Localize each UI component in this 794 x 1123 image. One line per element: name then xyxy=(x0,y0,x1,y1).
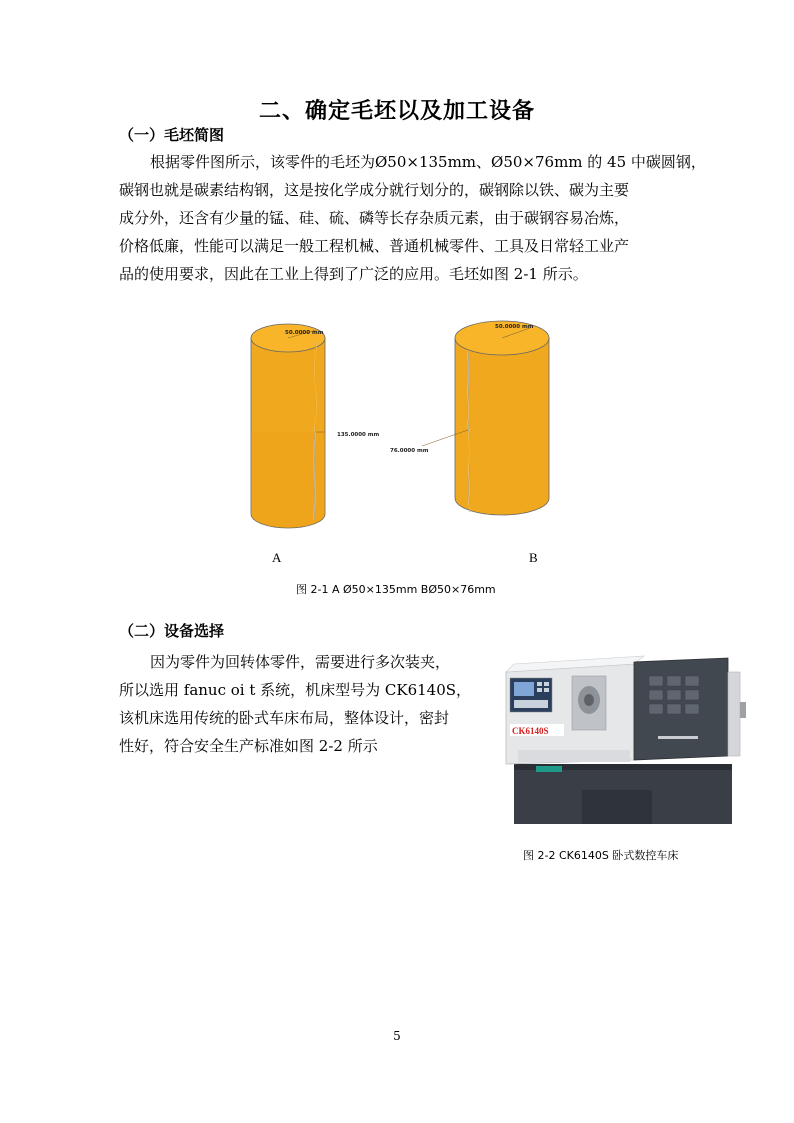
paragraph-line: 根据零件图所示，该零件的毛坯为Ø50×135mm、Ø50×76mm 的 45 中碳圆钢， xyxy=(150,153,706,171)
paragraph-line: 碳钢也就是碳素结构钢，这是按化学成分就行划分的，碳钢除以铁、碳为主要 xyxy=(119,181,630,199)
section2-paragraph xyxy=(119,648,479,760)
figure-blank-cylinders xyxy=(230,312,570,534)
machine-model-label: CK6140S xyxy=(512,726,549,736)
page-title: 二、确定毛坯以及加工设备 xyxy=(258,99,535,124)
cylinder-a-length-label: 135.0000 mm xyxy=(337,432,380,438)
cylinder-b-diameter-label: 50.0000 mm xyxy=(495,324,534,330)
paragraph-line: 因为零件为回转体零件，需要进行多次装夹， xyxy=(150,653,451,671)
sub-label-b: B xyxy=(529,550,538,565)
section-heading-equipment: （二）设备选择 xyxy=(119,622,225,640)
section1-paragraph xyxy=(119,148,706,288)
paragraph-line: 价格低廉，性能可以满足一般工程机械、普通机械零件、工具及日常轻工业产 xyxy=(119,237,630,255)
cylinder-a-diameter-label: 50.0000 mm xyxy=(285,330,324,336)
paragraph-line: 成分外，还含有少量的锰、硅、硫、磷等长存杂质元素，由于碳钢容易冶炼， xyxy=(119,209,630,227)
paragraph-line: 性好，符合安全生产标准如图 2-2 所示 xyxy=(119,737,378,755)
cylinder-b xyxy=(422,321,549,515)
figure-caption-2-1: 图 2-1 A Ø50×135mm BØ50×76mm xyxy=(296,583,496,596)
cylinder-b-length-label: 76.0000 mm xyxy=(390,448,429,454)
cylinder-a xyxy=(251,324,325,528)
sub-label-a: A xyxy=(272,550,282,565)
page-number: 5 xyxy=(393,1029,401,1043)
paragraph-line: 所以选用 fanuc oi t 系统，机床型号为 CK6140S， xyxy=(119,681,472,699)
section-heading-blank-sketch: （一）毛坯简图 xyxy=(119,126,225,144)
paragraph-line: 品的使用要求，因此在工业上得到了广泛的应用。毛坯如图 2-1 所示。 xyxy=(119,265,588,283)
paragraph-line: 该机床选用传统的卧式车床布局，整体设计，密封 xyxy=(119,709,450,727)
figure-cnc-lathe xyxy=(494,650,764,840)
figure-caption-2-2: 图 2-2 CK6140S 卧式数控车床 xyxy=(523,849,679,862)
